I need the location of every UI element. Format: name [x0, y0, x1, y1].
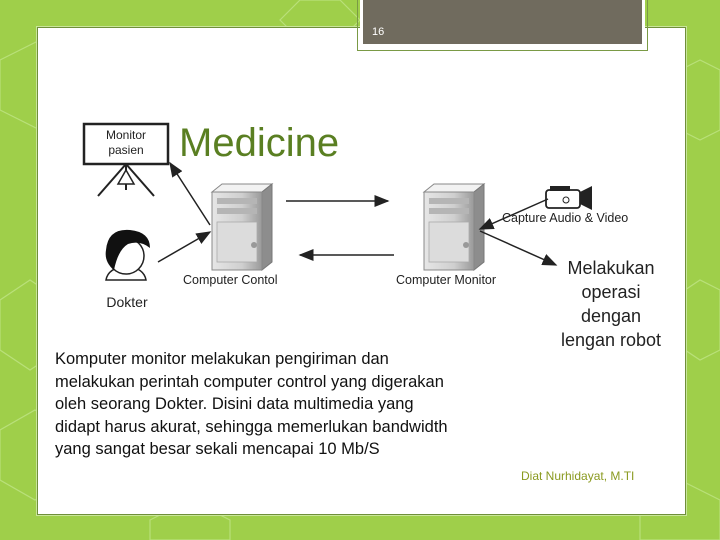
body-line: didapt harus akurat, sehingga memerlukan bandwidth — [55, 417, 448, 436]
patient-monitor-label — [87, 128, 165, 158]
doctor-label: Dokter — [106, 294, 148, 310]
body-line: melakukan perintah computer control yang digerakan — [55, 372, 444, 391]
computer-monitor-server-icon — [424, 184, 484, 270]
arrow-control-to-patient-monitor — [170, 163, 210, 225]
capture-audio-video-label: Capture Audio & Video — [502, 211, 629, 225]
slide-title: Medicine — [179, 121, 340, 165]
robot-operation-line: dengan — [580, 306, 642, 326]
robot-operation-label — [552, 256, 670, 352]
computer-control-label: Computer Contol — [183, 273, 278, 287]
slide-body-text — [55, 348, 505, 461]
slide-footer-author: Diat Nurhidayat, M.TI — [521, 469, 635, 483]
video-camera-icon — [546, 186, 592, 210]
robot-operation-line: Melakukan — [567, 258, 655, 278]
body-line: yang sangat besar sekali mencapai 10 Mb/S — [55, 440, 380, 458]
robot-operation-line: lengan robot — [560, 330, 662, 350]
computer-monitor-label: Computer Monitor — [396, 273, 497, 287]
robot-operation-line: operasi — [581, 282, 641, 302]
body-line: oleh seorang Dokter. Disini data multimedia yang — [55, 395, 414, 413]
arrow-monitor-to-operation — [480, 231, 556, 265]
computer-control-server-icon — [212, 184, 272, 270]
patient-monitor-label-line1: Monitor — [105, 128, 146, 142]
body-line: Komputer monitor melakukan pengiriman dan — [55, 350, 389, 368]
patient-monitor-label-line2: pasien — [108, 143, 144, 157]
slide-number: 16 — [372, 26, 385, 38]
arrow-doctor-to-control — [158, 232, 210, 262]
doctor-icon — [106, 230, 150, 280]
